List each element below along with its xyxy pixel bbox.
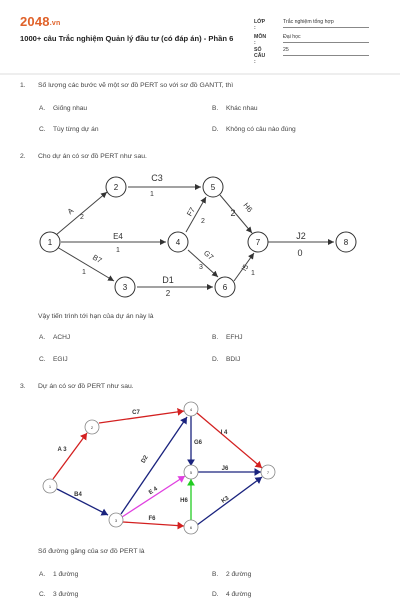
pert-diagram-2 — [0, 395, 400, 540]
option-b[interactable]: B. Khác nhau — [212, 105, 258, 112]
option-d[interactable]: D. BDIJ — [212, 356, 241, 363]
edge-c — [99, 411, 184, 423]
edge-duration-i: 1 — [251, 270, 255, 277]
edge-label-e: E4 — [113, 232, 123, 241]
edge-duration-j: 0 — [297, 248, 303, 258]
option-c[interactable]: C. EGIJ — [39, 356, 68, 363]
option-d[interactable]: D. Không có câu nào đúng — [212, 126, 296, 133]
edge-duration-b: 1 — [82, 269, 86, 276]
edge-label-f: F6 — [148, 516, 156, 522]
meta-key: MÔN : — [254, 34, 267, 46]
node-label: 8 — [343, 238, 349, 247]
edge-b — [57, 489, 108, 515]
edge-h — [220, 195, 255, 233]
edge-label-g: G6 — [193, 440, 203, 446]
edge-label-d: D2 — [140, 454, 150, 465]
question-number: 2. — [20, 153, 26, 160]
header-divider — [0, 73, 400, 75]
node-label: 5 — [210, 183, 216, 192]
question-number: 1. — [20, 82, 26, 89]
edge-f — [123, 522, 184, 526]
question-text: Dự án có sơ đồ PERT như sau. — [38, 383, 134, 390]
edge-label-i: I 4 — [220, 430, 228, 436]
edge-duration-d: 2 — [165, 289, 171, 298]
edge-label-e: E 4 — [148, 486, 159, 497]
meta-value: Đại học — [283, 34, 369, 43]
option-a[interactable]: A. ACHJ — [39, 334, 71, 341]
edge-label-h: H6 — [180, 498, 188, 504]
option-d[interactable]: D. 4 đường — [212, 591, 252, 598]
edge-label-h: H6 — [241, 200, 255, 215]
node-label: 6 — [222, 283, 228, 292]
site-logo[interactable] — [20, 14, 60, 29]
edge-label-b: B7 — [91, 252, 104, 266]
edge-d — [121, 417, 187, 514]
edge-label-b: B4 — [74, 492, 82, 498]
node-label: 4 — [189, 407, 193, 412]
node-label: 5 — [189, 470, 193, 475]
option-a[interactable]: A. Giống nhau — [39, 105, 88, 112]
document-title: 1000+ câu Trắc nghiệm Quản lý đầu tư (có đáp án) - Phần 6 — [20, 34, 234, 43]
node-label: 2 — [113, 183, 119, 192]
edge-i — [197, 413, 262, 468]
logo-suffix: .vn — [49, 20, 61, 27]
meta-key: SỐ CÂU : — [254, 47, 266, 65]
edge-duration-e: 1 — [116, 247, 120, 254]
edge-label-c: C7 — [132, 410, 140, 416]
edge-duration-g: 3 — [199, 264, 203, 271]
option-a[interactable]: A. 1 đường — [39, 571, 79, 578]
edge-duration-c: 1 — [150, 191, 154, 198]
edge-label-j: J6 — [221, 466, 229, 472]
edge-label-c: C3 — [151, 173, 163, 183]
node-label: 2 — [90, 425, 94, 430]
edge-e — [122, 476, 185, 517]
node-label: 7 — [266, 470, 270, 475]
logo-main: 2048 — [20, 14, 50, 29]
node-label: 7 — [255, 238, 261, 247]
node-label: 3 — [122, 283, 128, 292]
node-label: 1 — [48, 484, 52, 489]
question-text: Cho dự án có sơ đồ PERT như sau. — [38, 153, 147, 160]
pert-diagram-1 — [0, 165, 400, 310]
edge-label-a: A — [65, 206, 76, 217]
edge-duration-f: 2 — [201, 218, 205, 225]
edge-a — [53, 433, 87, 479]
node-label: 3 — [114, 518, 118, 523]
meta-key: LỚP : — [254, 19, 265, 31]
edge-label-d: D1 — [162, 275, 174, 285]
option-c[interactable]: C. Tùy từng dự án — [39, 126, 99, 133]
edge-label-a: A 3 — [57, 447, 67, 453]
meta-value: 25 — [283, 47, 369, 56]
node-label: 4 — [175, 238, 181, 247]
edge-label-f: F7 — [184, 205, 197, 218]
option-b[interactable]: B. EFHJ — [212, 334, 243, 341]
question-number: 3. — [20, 383, 26, 390]
option-c[interactable]: C. 3 đường — [39, 591, 79, 598]
node-label: 1 — [47, 238, 53, 247]
sub-question: Số đường găng của sơ đồ PERT là — [38, 548, 145, 555]
edge-label-j: J2 — [296, 231, 306, 241]
sub-question: Vậy tiến trình tới hạn của dự án này là — [38, 313, 154, 320]
edge-duration-a: 2 — [80, 214, 84, 221]
edge-label-k: K3 — [220, 495, 231, 505]
edge-duration-h: 2 — [230, 208, 236, 218]
node-label: 6 — [189, 525, 193, 530]
question-text: Số lượng các bước vẽ một sơ đồ PERT so với sơ đồ GANTT, thì — [38, 82, 234, 89]
edge-label-i: I5 — [239, 262, 251, 273]
option-b[interactable]: B. 2 đường — [212, 571, 252, 578]
meta-value: Trắc nghiệm tổng hợp — [283, 19, 369, 28]
edge-label-g: G7 — [201, 248, 216, 262]
